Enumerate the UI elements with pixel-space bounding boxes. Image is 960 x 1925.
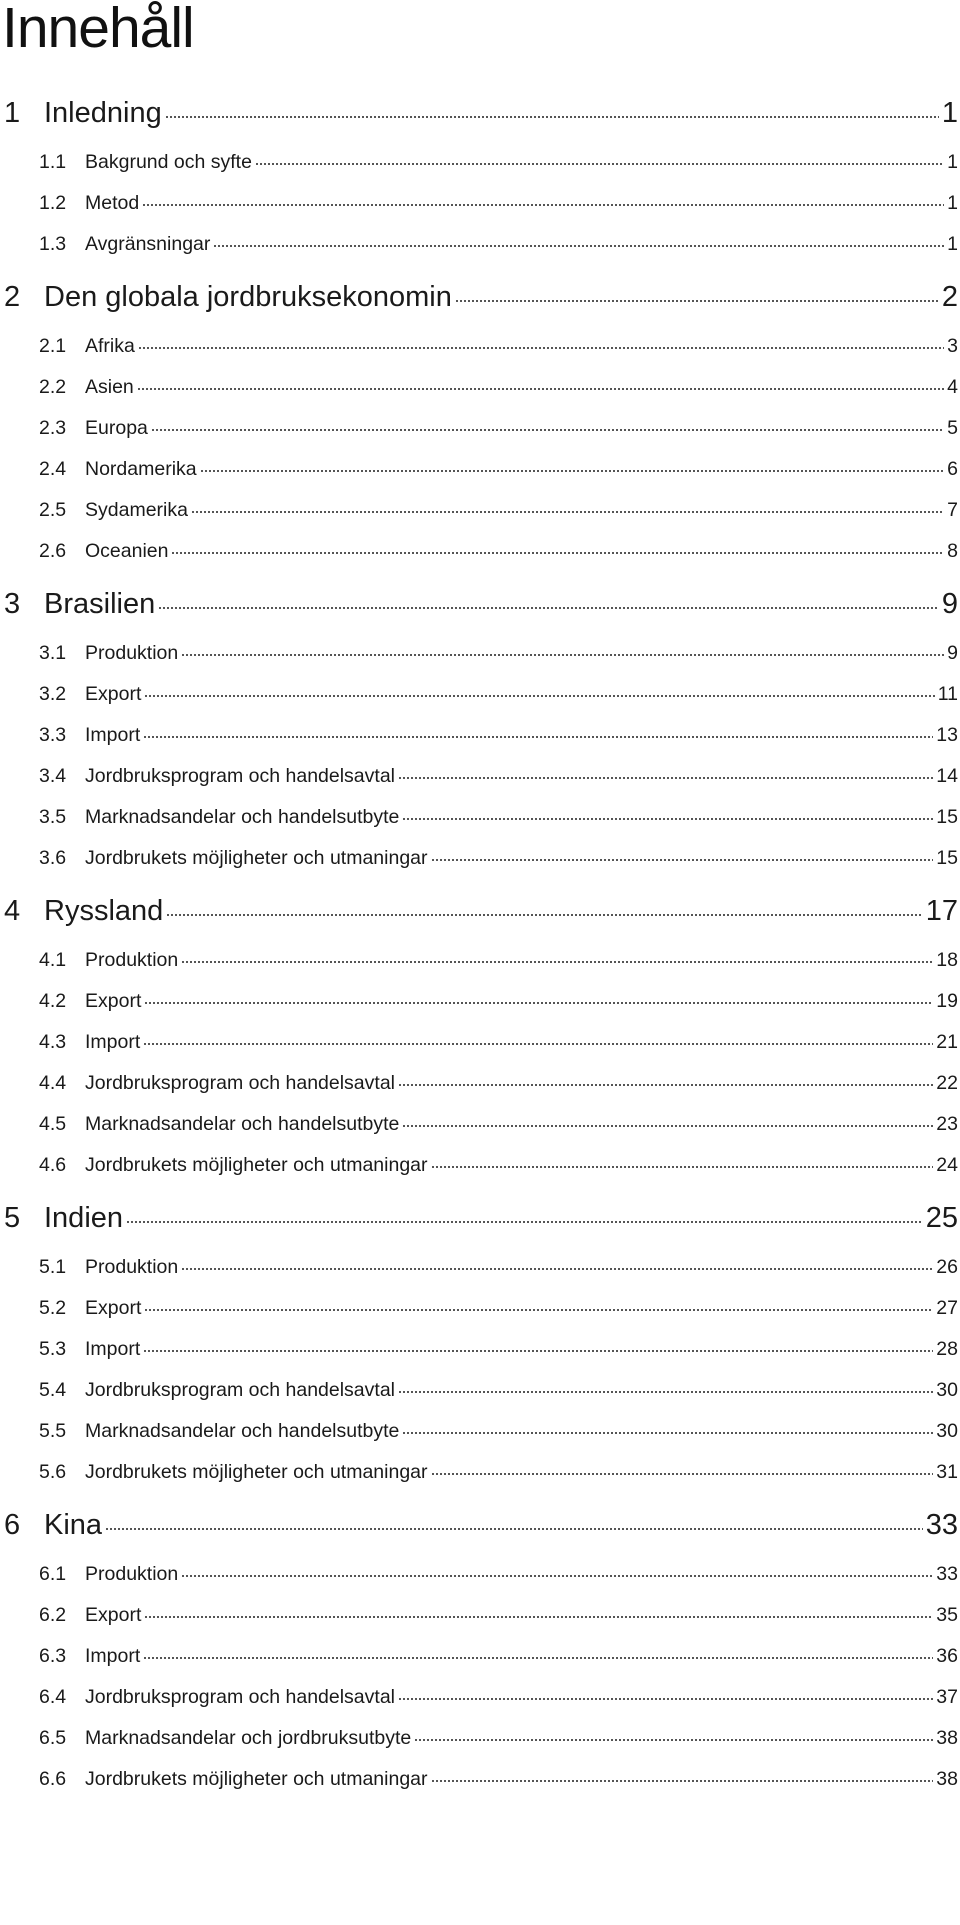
toc-page-number: 1 <box>947 151 958 173</box>
dot-leader <box>431 1766 934 1786</box>
toc-section[interactable] <box>0 1418 958 1444</box>
toc-section[interactable] <box>0 456 958 482</box>
toc-number: 6.6 <box>39 1768 67 1790</box>
toc-section[interactable] <box>0 374 958 400</box>
dot-leader <box>138 333 944 353</box>
toc-label: Europa <box>85 417 148 439</box>
toc-section[interactable] <box>0 1643 958 1669</box>
dot-leader <box>181 947 933 967</box>
toc-page-number: 3 <box>947 335 958 357</box>
toc-page-number: 8 <box>947 540 958 562</box>
dot-leader <box>165 93 939 122</box>
toc-page-number: 6 <box>947 458 958 480</box>
toc-page-number: 25 <box>925 1202 958 1234</box>
toc-label: Produktion <box>85 1563 179 1585</box>
toc-number: 4.5 <box>39 1113 67 1135</box>
toc-number: 5.3 <box>39 1338 67 1360</box>
toc-number: 5.5 <box>39 1420 67 1442</box>
toc-section[interactable] <box>0 804 958 830</box>
toc-section[interactable] <box>0 1725 958 1751</box>
toc-page-number: 4 <box>947 376 958 398</box>
toc-number: 6.3 <box>39 1645 67 1667</box>
toc-label: Bakgrund och syfte <box>85 151 252 173</box>
toc-page-number: 5 <box>947 417 958 439</box>
toc-chapter[interactable] <box>0 1198 958 1236</box>
dot-leader <box>431 1152 934 1172</box>
dot-leader <box>398 1377 933 1397</box>
toc-number: 2.6 <box>39 540 67 562</box>
toc-page-number: 18 <box>936 949 958 971</box>
toc-page-number: 23 <box>936 1113 958 1135</box>
toc-label: Export <box>85 1297 142 1319</box>
toc-label: Import <box>85 1031 141 1053</box>
toc-number: 4.1 <box>39 949 67 971</box>
toc-label: Produktion <box>85 949 179 971</box>
toc-number: 5.6 <box>39 1461 67 1483</box>
toc-label: Metod <box>85 192 140 214</box>
dot-leader <box>402 1418 933 1438</box>
toc-section[interactable] <box>0 190 958 216</box>
toc-section[interactable] <box>0 1602 958 1628</box>
toc-section[interactable] <box>0 1561 958 1587</box>
dot-leader <box>181 1254 933 1274</box>
dot-leader <box>398 1684 933 1704</box>
toc-number: 2.3 <box>39 417 67 439</box>
toc-number: 5.4 <box>39 1379 67 1401</box>
toc-page-number: 36 <box>936 1645 958 1667</box>
toc-label: Jordbruksprogram och handelsavtal <box>85 1379 396 1401</box>
dot-leader <box>255 149 944 169</box>
toc-page-number: 37 <box>936 1686 958 1708</box>
toc-label: Marknadsandelar och handelsutbyte <box>85 1420 400 1442</box>
toc-section[interactable] <box>0 538 958 564</box>
toc-number: 3 <box>4 588 21 620</box>
toc-label: Asien <box>85 376 134 398</box>
toc-number: 3.2 <box>39 683 67 705</box>
toc-label: Jordbrukets möjligheter och utmaningar <box>85 1154 428 1176</box>
toc-section[interactable] <box>0 640 958 666</box>
toc-page-number: 19 <box>936 990 958 1012</box>
toc-number: 3.1 <box>39 642 67 664</box>
toc-page-number: 1 <box>947 233 958 255</box>
toc-chapter[interactable] <box>0 277 958 315</box>
dot-leader <box>143 1643 933 1663</box>
toc-section[interactable] <box>0 763 958 789</box>
toc-chapter[interactable] <box>0 891 958 929</box>
toc-number: 6.2 <box>39 1604 67 1626</box>
toc-label: Marknadsandelar och handelsutbyte <box>85 1113 400 1135</box>
toc-page-number: 17 <box>925 895 958 927</box>
toc-label: Export <box>85 1604 142 1626</box>
toc-number: 3.5 <box>39 806 67 828</box>
dot-leader <box>398 1070 933 1090</box>
toc-label: Export <box>85 683 142 705</box>
toc-number: 1.1 <box>39 151 67 173</box>
toc-number: 5.1 <box>39 1256 67 1278</box>
toc-page-number: 13 <box>936 724 958 746</box>
toc-page-number: 11 <box>937 683 958 705</box>
toc-label: Jordbruksprogram och handelsavtal <box>85 765 396 787</box>
toc-page-number: 22 <box>936 1072 958 1094</box>
dot-leader <box>143 722 933 742</box>
toc-number: 6.5 <box>39 1727 67 1749</box>
toc-section[interactable] <box>0 1152 958 1178</box>
toc-number: 4.4 <box>39 1072 67 1094</box>
dot-leader <box>455 277 939 306</box>
toc-number: 5.2 <box>39 1297 67 1319</box>
dot-leader <box>105 1505 923 1534</box>
toc-label: Marknadsandelar och handelsutbyte <box>85 806 400 828</box>
dot-leader <box>151 415 944 435</box>
toc-section[interactable] <box>0 1029 958 1055</box>
toc-page-number: 9 <box>947 642 958 664</box>
toc-number: 1.3 <box>39 233 67 255</box>
toc-label: Oceanien <box>85 540 169 562</box>
toc-number: 2.2 <box>39 376 67 398</box>
dot-leader <box>144 1295 933 1315</box>
toc-number: 6.4 <box>39 1686 67 1708</box>
toc-page-number: 15 <box>936 847 958 869</box>
toc-section[interactable] <box>0 1254 958 1280</box>
toc-page-number: 38 <box>936 1768 958 1790</box>
dot-leader <box>431 1459 934 1479</box>
toc-number: 4.3 <box>39 1031 67 1053</box>
dot-leader <box>191 497 944 517</box>
toc-number: 1.2 <box>39 192 67 214</box>
toc-page-number: 1 <box>947 192 958 214</box>
toc-number: 2 <box>4 281 21 313</box>
toc-page-number: 15 <box>936 806 958 828</box>
toc-label: Jordbrukets möjligheter och utmaningar <box>85 1768 428 1790</box>
dot-leader <box>213 231 944 251</box>
toc-number: 3.3 <box>39 724 67 746</box>
toc-label: Afrika <box>85 335 135 357</box>
toc-number: 3.6 <box>39 847 67 869</box>
dot-leader <box>402 1111 933 1131</box>
toc-label: Ryssland <box>44 895 164 927</box>
toc-number: 4.2 <box>39 990 67 1012</box>
dot-leader <box>144 1602 933 1622</box>
toc-page-number: 26 <box>936 1256 958 1278</box>
toc-label: Import <box>85 1338 141 1360</box>
toc-number: 2.1 <box>39 335 67 357</box>
toc-page-number: 21 <box>936 1031 958 1053</box>
toc-section[interactable] <box>0 1766 958 1792</box>
dot-leader <box>402 804 933 824</box>
dot-leader <box>142 190 944 210</box>
toc-page-number: 24 <box>936 1154 958 1176</box>
toc-number: 4 <box>4 895 21 927</box>
toc-section[interactable] <box>0 722 958 748</box>
toc-label: Jordbruksprogram och handelsavtal <box>85 1686 396 1708</box>
toc-chapter[interactable] <box>0 1505 958 1543</box>
toc-number: 2.5 <box>39 499 67 521</box>
toc-label: Indien <box>44 1202 124 1234</box>
toc-label: Import <box>85 724 141 746</box>
toc-section[interactable] <box>0 415 958 441</box>
toc-page-number: 33 <box>925 1509 958 1541</box>
toc-label: Export <box>85 990 142 1012</box>
dot-leader <box>200 456 945 476</box>
toc-chapter[interactable] <box>0 93 958 131</box>
toc-label: Jordbruksprogram och handelsavtal <box>85 1072 396 1094</box>
toc-section[interactable] <box>0 1111 958 1137</box>
dot-leader <box>143 1029 933 1049</box>
dot-leader <box>181 640 944 660</box>
toc-page-number: 35 <box>936 1604 958 1626</box>
toc-label: Avgränsningar <box>85 233 211 255</box>
toc-label: Marknadsandelar och jordbruksutbyte <box>85 1727 412 1749</box>
dot-leader <box>126 1198 923 1227</box>
toc-page-number: 1 <box>941 97 958 129</box>
toc-page-number: 14 <box>936 765 958 787</box>
dot-leader <box>158 584 939 613</box>
toc-number: 6 <box>4 1509 21 1541</box>
toc-number: 5 <box>4 1202 21 1234</box>
toc-page-number: 2 <box>941 281 958 313</box>
toc-section[interactable] <box>0 947 958 973</box>
toc-page-number: 27 <box>936 1297 958 1319</box>
toc-page-number: 30 <box>936 1420 958 1442</box>
toc-section[interactable] <box>0 497 958 523</box>
toc-page-number: 7 <box>947 499 958 521</box>
dot-leader <box>166 891 922 920</box>
toc-label: Nordamerika <box>85 458 197 480</box>
toc-label: Jordbrukets möjligheter och utmaningar <box>85 847 428 869</box>
toc-label: Produktion <box>85 642 179 664</box>
toc-section[interactable] <box>0 1070 958 1096</box>
toc-section[interactable] <box>0 1336 958 1362</box>
dot-leader <box>171 538 944 558</box>
toc-chapter[interactable] <box>0 584 958 622</box>
toc-page-number: 33 <box>936 1563 958 1585</box>
toc-label: Produktion <box>85 1256 179 1278</box>
toc-page-number: 38 <box>936 1727 958 1749</box>
toc-section[interactable] <box>0 1459 958 1485</box>
toc-label: Sydamerika <box>85 499 188 521</box>
toc-label: Import <box>85 1645 141 1667</box>
toc-number: 2.4 <box>39 458 67 480</box>
toc-page-number: 28 <box>936 1338 958 1360</box>
toc-section[interactable] <box>0 333 958 359</box>
dot-leader <box>143 1336 933 1356</box>
dot-leader <box>414 1725 933 1745</box>
toc-number: 6.1 <box>39 1563 67 1585</box>
dot-leader <box>144 988 933 1008</box>
toc-section[interactable] <box>0 231 958 257</box>
toc-label: Kina <box>44 1509 103 1541</box>
dot-leader <box>181 1561 933 1581</box>
dot-leader <box>431 845 934 865</box>
toc-page-number: 9 <box>941 588 958 620</box>
toc-section[interactable] <box>0 1684 958 1710</box>
toc-section[interactable] <box>0 988 958 1014</box>
toc-number: 1 <box>4 97 21 129</box>
page-title: Innehåll <box>2 0 194 60</box>
dot-leader <box>144 681 934 701</box>
dot-leader <box>398 763 933 783</box>
toc-label: Brasilien <box>44 588 156 620</box>
toc-number: 3.4 <box>39 765 67 787</box>
toc-label: Den globala jordbruksekonomin <box>44 281 452 313</box>
toc-page-number: 30 <box>936 1379 958 1401</box>
dot-leader <box>137 374 944 394</box>
toc-section[interactable] <box>0 1295 958 1321</box>
toc-section[interactable] <box>0 681 958 707</box>
toc-section[interactable] <box>0 845 958 871</box>
toc-label: Inledning <box>44 97 162 129</box>
toc-number: 4.6 <box>39 1154 67 1176</box>
toc-label: Jordbrukets möjligheter och utmaningar <box>85 1461 428 1483</box>
toc-section[interactable] <box>0 149 958 175</box>
toc-section[interactable] <box>0 1377 958 1403</box>
toc-page-number: 31 <box>936 1461 958 1483</box>
